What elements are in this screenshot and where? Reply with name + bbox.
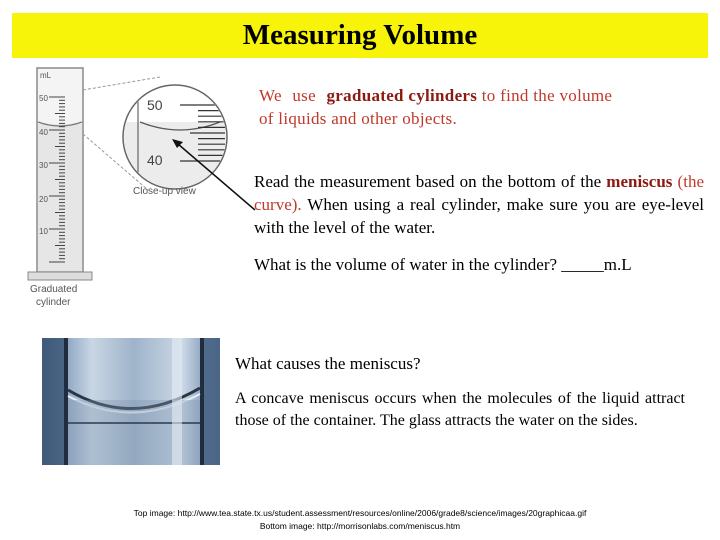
unit-label: mL [40, 71, 52, 80]
intro-prefix: We use [259, 86, 327, 105]
closeup-caption: Close-up view [133, 186, 196, 197]
concave-explanation: A concave meniscus occurs when the molecules of the liquid attract those of the container. The glass attracts the water on the sides. [235, 390, 685, 429]
closeup-label-50: 50 [147, 97, 163, 113]
meniscus-term: meniscus [606, 172, 673, 191]
cylinder-caption-line1: Graduated [30, 284, 78, 295]
meniscus-photo [42, 338, 220, 465]
volume-question: What is the volume of water in the cylinder? _____m.L [254, 255, 632, 274]
closeup-view [123, 85, 228, 192]
scale-label-30: 30 [39, 161, 48, 170]
read-prefix: Read the measurement based on the bottom of the [254, 172, 607, 191]
scale-label-50: 50 [39, 94, 48, 103]
scale-label-40: 40 [39, 128, 48, 137]
causes-heading: What causes the meniscus? [235, 354, 421, 373]
title-bar [12, 13, 708, 58]
read-suffix: When using a real cylinder, make sure you are eye-level with the level of the water. [254, 195, 704, 237]
read-paragraph [254, 170, 704, 239]
leader-line-top [83, 77, 160, 90]
cylinder-body [28, 68, 92, 280]
credit-top-image: Top image: http://www.tea.state.tx.us/student.assessment/resources/online/2006/grade8/science/images/20graphicaa.gif [133, 508, 587, 518]
credit-bottom-image: Bottom image: http://morrisonlabs.com/meniscus.htm [259, 521, 461, 531]
read-paren: (the curve). [254, 172, 704, 214]
scale-label-20: 20 [39, 195, 48, 204]
intro-suffix: to find the volume of liquids and other objects. [259, 86, 613, 128]
graduated-cylinders-term: graduated cylinders [326, 86, 478, 105]
intro-paragraph [259, 84, 619, 130]
cylinder-caption-line2: cylinder [36, 297, 71, 308]
scale-label-10: 10 [39, 227, 48, 236]
image-credits [60, 507, 660, 533]
graduated-cylinder-diagram [20, 62, 260, 322]
closeup-label-40: 40 [147, 152, 163, 168]
page-title: Measuring Volume [242, 19, 478, 51]
